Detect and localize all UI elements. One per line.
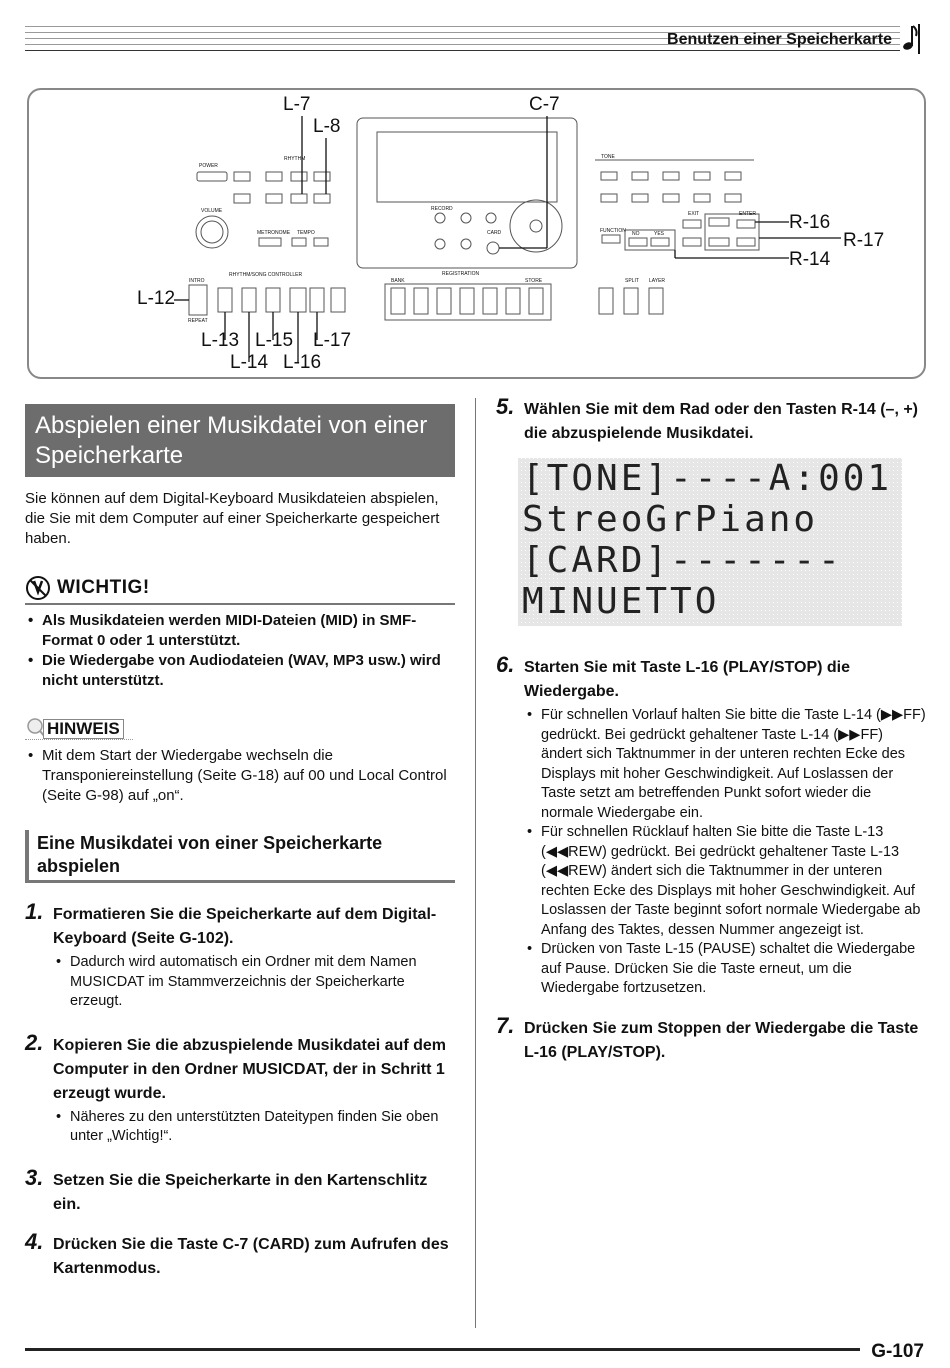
left-column	[25, 398, 455, 1281]
callout-l7: L-7	[283, 94, 311, 115]
panel-label-card: CARD	[487, 230, 502, 236]
staff-line	[25, 26, 900, 27]
list-item: • Dadurch wird automatisch ein Ordner mit dem Namen MUSICDAT im Stammverzeichnis der Speicherkarte erzeugt.	[53, 953, 455, 1012]
callout-l12: L-12	[137, 288, 176, 309]
step-number: 1.	[25, 899, 44, 924]
column-divider	[475, 398, 476, 1328]
step-6	[496, 652, 926, 999]
panel-label-store: STORE	[525, 278, 543, 284]
panel-label-volume: VOLUME	[201, 208, 223, 214]
panel-label-enter: ENTER	[739, 211, 756, 217]
step-number: 5.	[496, 394, 515, 419]
callout-r14: R-14	[789, 249, 831, 270]
step-number: 2.	[25, 1029, 44, 1055]
panel-label-power: POWER	[199, 163, 218, 169]
list-item: • Näheres zu den unterstützten Dateitypen finden Sie oben unter „Wichtig!“.	[53, 1108, 455, 1147]
list-item: • Als Musikdateien werden MIDI-Dateien (MID) in SMF-Format 0 oder 1 unterstützt.	[25, 611, 455, 651]
callout-c7: C-7	[529, 94, 560, 115]
music-note-icon	[898, 24, 920, 54]
step-1	[25, 899, 455, 1012]
hinweis-list	[25, 746, 455, 806]
list-item: • Mit dem Start der Wiedergabe wechseln die Transponiereinstellung (Seite G-18) auf 00 und Local Control (Seite G-98) auf „on“.	[25, 746, 455, 806]
step-bullets	[53, 1108, 455, 1147]
lcd-line: StreoGrPiano	[522, 499, 819, 540]
panel-label-repeat: REPEAT	[188, 318, 208, 324]
step-4	[25, 1228, 455, 1281]
panel-label-registration: REGISTRATION	[442, 271, 480, 277]
intro-text: Sie können auf dem Digital-Keyboard Musikdateien abspielen, die Sie mit dem Computer auf einer Speicherkarte gespeichert haben.	[25, 490, 440, 547]
wichtig-list	[25, 611, 455, 691]
step-text: Kopieren Sie die abzuspielende Musikdatei auf dem Computer in den Ordner MUSICDAT, der in Schritt 1 erzeugt wurde.	[53, 1036, 446, 1102]
step-7	[496, 1012, 926, 1065]
section-title: Abspielen einer Musikdatei von einer Speicherkarte	[25, 404, 455, 477]
panel-label-exit: EXIT	[688, 211, 700, 217]
page-number: G-107	[871, 1341, 924, 1362]
step-number: 4.	[25, 1228, 44, 1254]
step-text: Starten Sie mit Taste L-16 (PLAY/STOP) die Wiedergabe.	[524, 659, 851, 700]
panel-label-no: NO	[632, 231, 640, 237]
callout-l13: L-13	[201, 330, 240, 351]
footer-rule	[25, 1348, 860, 1351]
step-bullets	[53, 953, 455, 1012]
list-item: • Für schnellen Rücklauf halten Sie bitte die Taste L-13 (◀◀REW) gedrückt. Bei gedrückt gehaltener Taste L-13 (◀◀REW) ändert sich die Taktnummer in der unteren rechten Ecke des Displays mit hoher Geschwindigkeit. Auf Loslassen der Taste beginnt sofort normale Wiedergabe ab Anfang des Taktes, dessen Nummer angezeigt ist.	[524, 823, 926, 940]
list-item: • Drücken von Taste L-15 (PAUSE) schaltet die Wiedergabe auf Pause. Drücken Sie die Taste erneut, um die Wiedergabe fortzusetzen.	[524, 940, 926, 999]
panel-label-tone: TONE	[601, 154, 615, 160]
panel-label-layer: LAYER	[649, 278, 666, 284]
step-text: Drücken Sie zum Stoppen der Wiedergabe die Taste L-16 (PLAY/STOP).	[524, 1019, 919, 1061]
step-number: 3.	[25, 1164, 44, 1190]
hinweis-label: HINWEIS	[43, 719, 124, 739]
panel-label-rhythm: RHYTHM	[284, 156, 306, 162]
step-text: Formatieren Sie die Speicherkarte auf dem Digital-Keyboard (Seite G-102).	[53, 906, 437, 947]
callout-l15: L-15	[255, 330, 294, 351]
callout-l16: L-16	[283, 352, 322, 373]
lcd-line: [TONE]----A:001	[522, 458, 893, 499]
lcd-line: MINUETTO	[522, 581, 720, 622]
header-title: Benutzen einer Speicherkarte	[667, 31, 892, 48]
step-2	[25, 1029, 455, 1147]
step-number: 6.	[496, 652, 515, 677]
callout-l8: L-8	[313, 116, 341, 137]
callout-l14: L-14	[230, 352, 269, 373]
step-bullets	[524, 706, 926, 999]
step-3	[25, 1164, 455, 1217]
panel-label-function: FUNCTION	[600, 228, 626, 234]
list-item: • Für schnellen Vorlauf halten Sie bitte die Taste L-14 (▶▶FF) gedrückt. Bei gedrückt gehaltener Taste L-14 (▶▶FF) ändert sich Taktnummer in der unteren rechten Ecke des Displays mit hoher Geschwindigkeit. Auf Loslassen der Taste setzt am betreffenden Punkt sofort wieder die normale Wiedergabe ein.	[524, 706, 926, 823]
callout-r16: R-16	[789, 212, 831, 233]
step-text: Drücken Sie die Taste C-7 (CARD) zum Aufrufen des Kartenmodus.	[53, 1235, 449, 1277]
panel-label-record: RECORD	[431, 206, 453, 212]
step-5	[496, 394, 926, 446]
step-number: 7.	[496, 1012, 515, 1038]
panel-label-yes: YES	[654, 231, 665, 237]
hinweis-heading	[25, 717, 133, 740]
warning-icon	[25, 575, 51, 601]
panel-label-tempo: TEMPO	[297, 230, 315, 236]
step-text: Wählen Sie mit dem Rad oder den Tasten R-14 (–, +) die abzuspielende Musikdatei.	[524, 401, 919, 442]
panel-label-intro: INTRO	[189, 278, 205, 284]
step-text: Setzen Sie die Speicherkarte in den Kartenschlitz ein.	[53, 1171, 428, 1213]
wichtig-label: WICHTIG!	[57, 577, 150, 598]
panel-label-bank: BANK	[391, 278, 405, 284]
lcd-line: [CARD]-------	[522, 540, 843, 581]
panel-label-controller: RHYTHM/SONG CONTROLLER	[229, 272, 303, 278]
right-column	[496, 394, 926, 1065]
panel-label-split: SPLIT	[625, 278, 639, 284]
staff-line	[25, 50, 900, 51]
keyboard-panel-diagram	[27, 88, 926, 379]
panel-label-metronome: METRONOME	[257, 230, 291, 236]
lcd-display	[518, 458, 902, 626]
list-item: • Die Wiedergabe von Audiodateien (WAV, MP3 usw.) wird nicht unterstützt.	[25, 651, 455, 691]
wichtig-heading	[25, 575, 455, 605]
callout-l17: L-17	[313, 330, 352, 351]
subsection-title: Eine Musikdatei von einer Speicherkarte abspielen	[25, 830, 455, 883]
callout-r17: R-17	[843, 230, 885, 251]
